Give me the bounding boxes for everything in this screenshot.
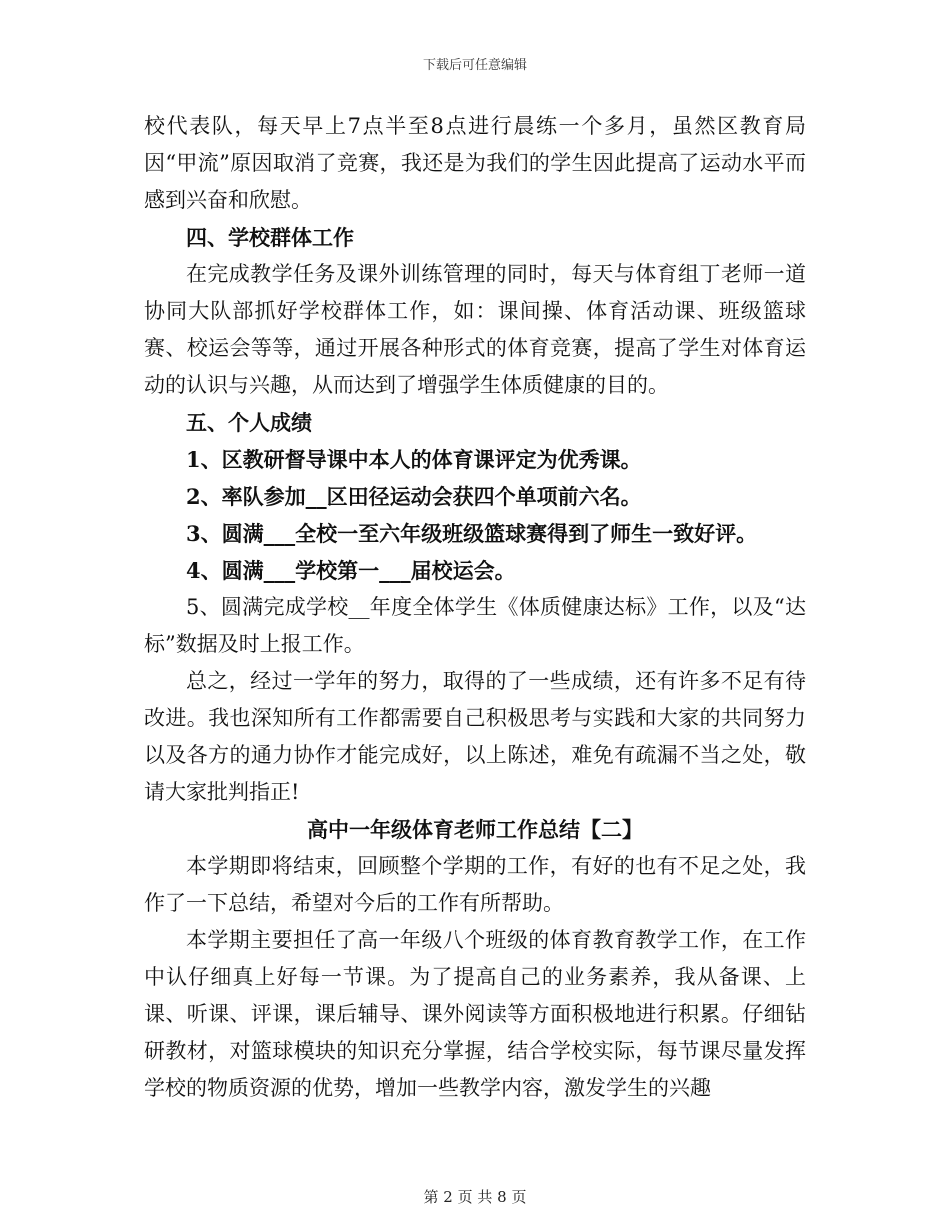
paragraph-continuation: 校代表队，每天早上7点半至8点进行晨练一个多月，虽然区教育局因“甲流”原因取消了竞赛，我还是为我们的学生因此提高了运动水平而感到兴奋和欣慰。 [144,114,806,212]
document-body [144,108,806,1107]
achievement-item-2: 2、率队参加__区田径运动会获四个单项前六名。 [186,484,642,509]
page-header: 下载后可任意编辑 [422,58,527,73]
paragraph-conclusion: 总之，经过一学年的努力，取得的了一些成绩，还有许多不足有待改进。我也深知所有工作都需要自己积极思考与实践和大家的共同努力以及各方的通力协作才能完成好，以上陈述，难免有疏漏不当之处，敬请大家批判指正! [144,669,806,804]
achievement-item-3: 3、圆满___全校一至六年级班级篮球赛得到了师生一致好评。 [186,521,758,546]
achievement-item-4: 4、圆满___学校第一___届校运会。 [186,558,516,583]
section-title: 高中一年级体育老师工作总结【二】 [307,817,643,842]
page-footer: 第 2 页 共 8 页 [423,1188,527,1206]
paragraph: 本学期主要担任了高一年级八个班级的体育教育教学工作，在工作中认仔细真上好每一节课。为了提高自己的业务素养，我从备课、上课、听课、评课，课后辅导、课外阅读等方面积极地进行积累。仔细钻研教材，对篮球模块的知识充分掌握，结合学校实际，每节课尽量发挥学校的物质资源的优势，增加一些教学内容，激发学生的兴趣 [144,928,806,1100]
section-heading-group-work: 四、学校群体工作 [186,225,354,250]
section-heading-achievements: 五、个人成绩 [186,410,312,435]
achievement-item-5: 5、圆满完成学校__年度全体学生《体质健康达标》工作，以及“达标”数据及时上报工作。 [144,595,806,656]
paragraph: 在完成教学任务及课外训练管理的同时，每天与体育组丁老师一道协同大队部抓好学校群体工作，如：课间操、体育活动课、班级篮球赛、校运会等等，通过开展各种形式的体育竞赛，提高了学生对体育运动的认识与兴趣，从而达到了增强学生体质健康的目的。 [144,262,806,397]
achievement-item-1: 1、区教研督导课中本人的体育课评定为优秀课。 [186,447,642,472]
paragraph: 本学期即将结束，回顾整个学期的工作，有好的也有不足之处，我作了一下总结，希望对今后的工作有所帮助。 [144,854,806,915]
